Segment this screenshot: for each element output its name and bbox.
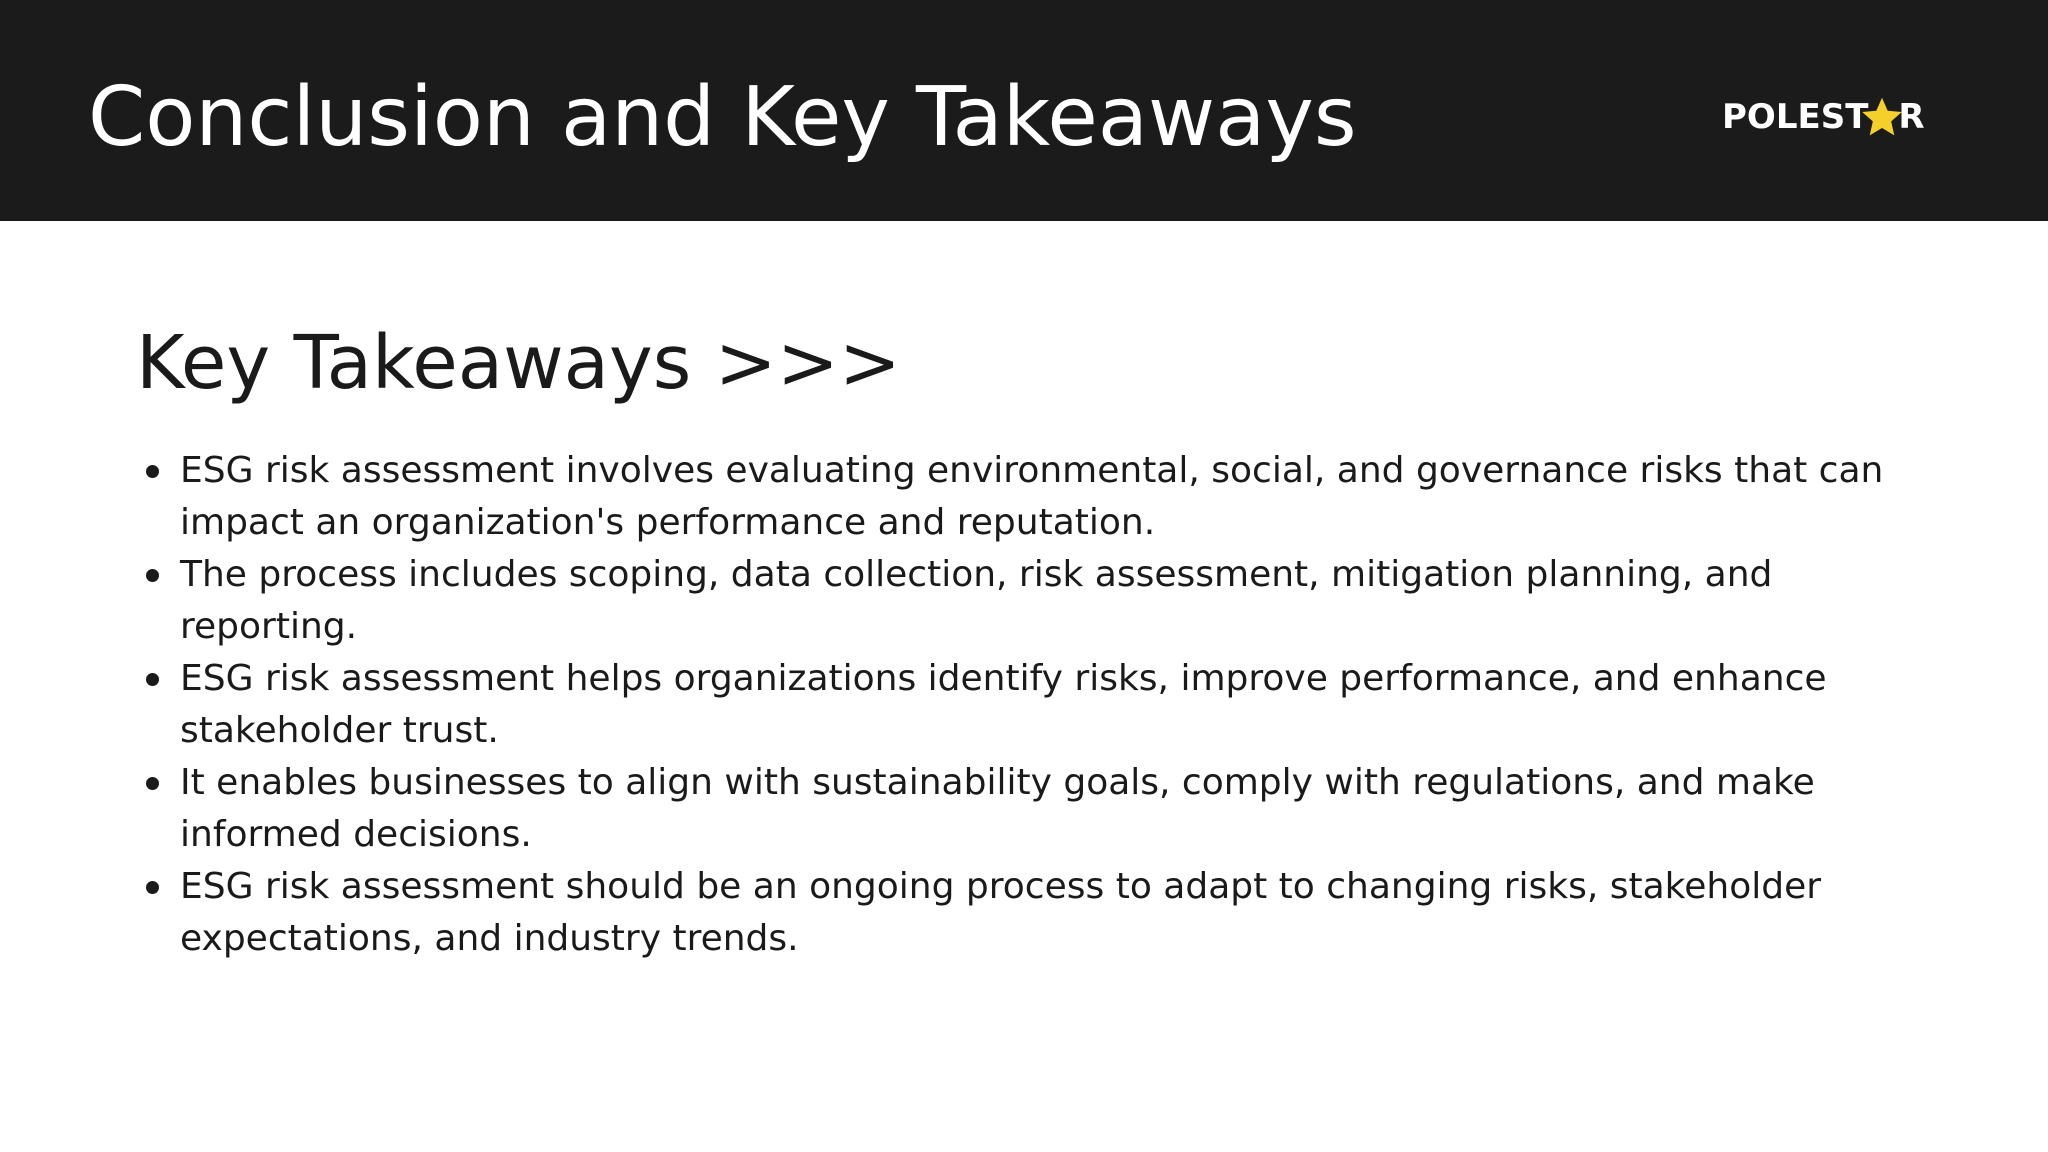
section-heading: Key Takeaways >>> [136,320,901,406]
bullet-icon [146,465,159,478]
bullet-icon [146,673,159,686]
takeaway-text: The process includes scoping, data collection, risk assessment, mitigation planning, and reporting. [180,554,1773,647]
header-bar [0,0,2048,221]
list-item [140,445,1940,549]
list-item [140,861,1940,965]
bullet-icon [146,881,159,894]
list-item [140,653,1940,757]
takeaway-text: ESG risk assessment involves evaluating environmental, social, and governance risks that can impact an organization's performance and reputation. [180,450,1884,543]
takeaway-text: It enables businesses to align with sustainability goals, comply with regulations, and make informed decisions. [180,762,1815,855]
logo-text-start: POLEST [1722,97,1869,137]
takeaway-text: ESG risk assessment helps organizations identify risks, improve performance, and enhance stakeholder trust. [180,658,1827,751]
polestar-logo [1722,92,1925,142]
takeaway-text: ESG risk assessment should be an ongoing process to adapt to changing risks, stakeholder expectations, and industry trends. [180,866,1822,959]
bullet-icon [146,569,159,582]
list-item [140,549,1940,653]
slide-title: Conclusion and Key Takeaways [88,70,1357,165]
star-icon [1860,95,1904,139]
logo-text-end: R [1898,97,1925,137]
bullet-icon [146,777,159,790]
list-item [140,757,1940,861]
takeaways-list [140,445,1940,965]
